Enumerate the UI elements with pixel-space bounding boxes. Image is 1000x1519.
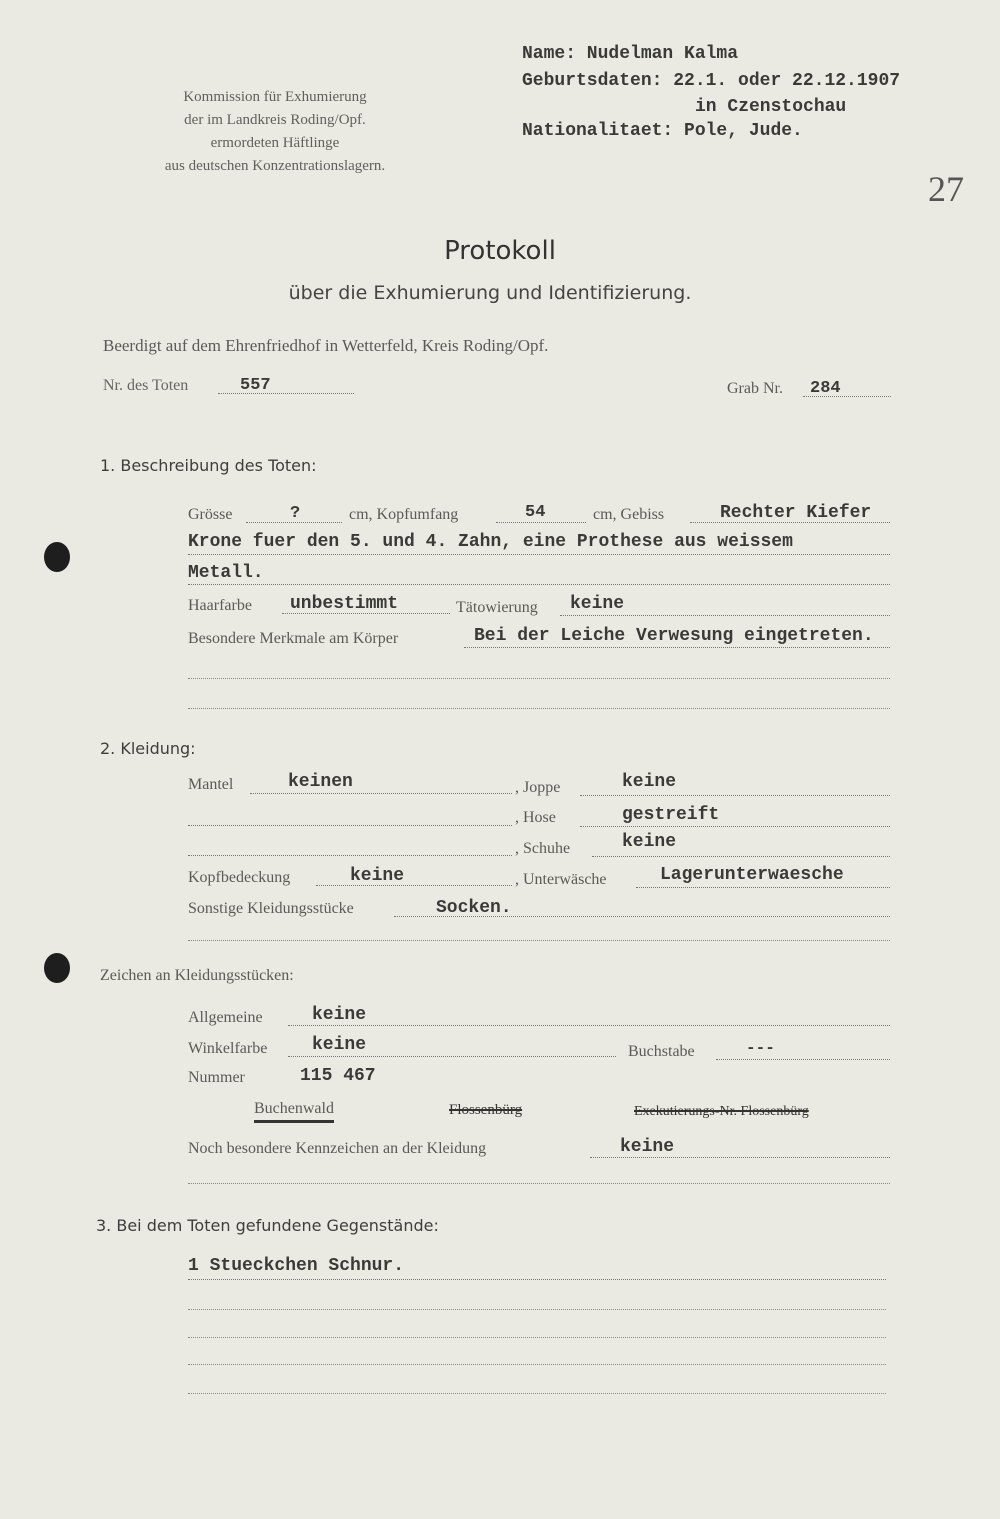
schuhe-label: , Schuhe (515, 840, 571, 857)
winkelfarbe-label: Winkelfarbe (188, 1040, 268, 1057)
kennzeichen-label: Noch besondere Kennzeichen an der Kleidung (188, 1140, 487, 1157)
merkmale-value: Bei der Leiche Verwesung eingetreten. (474, 626, 874, 646)
kennzeichen-value: keine (620, 1137, 675, 1157)
burial-location: Beerdigt auf dem Ehrenfriedhof in Wetterfeld, Kreis Roding/Opf. (103, 336, 549, 355)
person-birth-place: in Czenstochau (695, 97, 847, 117)
allgemeine-value: keine (312, 1005, 367, 1025)
camp-buchenwald: Buchenwald (254, 1100, 334, 1123)
gebiss-value-line-1: Rechter Kiefer (720, 503, 872, 523)
unterwaesche-value: Lagerunterwaesche (660, 865, 844, 885)
camp-flossenbuerg-struck: Flossenbürg (449, 1102, 523, 1118)
kopfbedeckung-value: keine (350, 866, 405, 886)
commission-line-2: der im Landkreis Roding/Opf. (184, 112, 366, 128)
commission-line-4: aus deutschen Konzentrationslagern. (164, 158, 386, 174)
commission-line-1: Kommission für Exhumierung (183, 89, 367, 105)
kopfumfang-label: cm, Kopfumfang (349, 506, 459, 523)
dead-number-label: Nr. des Toten (103, 377, 189, 394)
unterwaesche-label: , Unterwäsche (515, 871, 607, 888)
marks-heading: Zeichen an Kleidungsstücken: (100, 967, 294, 984)
taetowierung-label: Tätowierung (456, 599, 538, 616)
gebiss-value-line-2: Krone fuer den 5. und 4. Zahn, eine Prothese aus weissem (188, 532, 793, 552)
hose-label: , Hose (515, 809, 556, 826)
document-subtitle: über die Exhumierung und Identifizierung. (288, 282, 692, 304)
taetowierung-value: keine (570, 594, 625, 614)
mantel-label: Mantel (188, 776, 234, 793)
nummer-value: 115 467 (300, 1066, 376, 1086)
haarfarbe-value: unbestimmt (290, 594, 399, 614)
punch-hole-upper (44, 542, 70, 572)
gebiss-value-line-3: Metall. (188, 563, 264, 583)
kopfumfang-value: 54 (525, 503, 546, 522)
camp-other-struck: Exekutierungs-Nr. Flossenbürg (634, 1104, 809, 1119)
allgemeine-label: Allgemeine (188, 1009, 263, 1026)
dead-number-value: 557 (240, 376, 271, 395)
punch-hole-lower (44, 953, 70, 983)
nummer-label: Nummer (188, 1069, 245, 1086)
winkelfarbe-value: keine (312, 1035, 367, 1055)
gebiss-label: cm, Gebiss (593, 506, 665, 523)
page-number: 27 (928, 169, 964, 209)
person-birth-date: Geburtsdaten: 22.1. oder 22.12.1907 (522, 71, 901, 91)
section-1-heading: 1. Beschreibung des Toten: (100, 456, 317, 475)
commission-line-3: ermordeten Häftlinge (210, 135, 340, 151)
sonstige-value: Socken. (436, 898, 512, 918)
document-title: Protokoll (444, 236, 556, 266)
section-3-item-1: 1 Stueckchen Schnur. (188, 1256, 405, 1276)
kopfbedeckung-label: Kopfbedeckung (188, 869, 291, 886)
grave-label: Grab Nr. (727, 380, 783, 397)
haarfarbe-label: Haarfarbe (188, 597, 252, 614)
sonstige-label: Sonstige Kleidungsstücke (188, 900, 354, 917)
joppe-label: , Joppe (515, 779, 561, 796)
mantel-value: keinen (288, 772, 353, 792)
person-nationality: Nationalitaet: Pole, Jude. (522, 121, 803, 141)
merkmale-label: Besondere Merkmale am Körper (188, 630, 399, 647)
buchstabe-value: --- (746, 1039, 775, 1057)
groesse-label: Grösse (188, 506, 233, 523)
person-name: Name: Nudelman Kalma (522, 44, 739, 64)
commission-header (110, 86, 440, 178)
schuhe-value: keine (622, 832, 677, 852)
grave-value: 284 (810, 379, 841, 398)
joppe-value: keine (622, 772, 677, 792)
section-2-heading: 2. Kleidung: (100, 739, 196, 758)
groesse-value: ? (290, 504, 301, 523)
hose-value: gestreift (622, 805, 720, 825)
section-3-heading: 3. Bei dem Toten gefundene Gegenstände: (96, 1216, 439, 1235)
buchstabe-label: Buchstabe (628, 1043, 695, 1060)
